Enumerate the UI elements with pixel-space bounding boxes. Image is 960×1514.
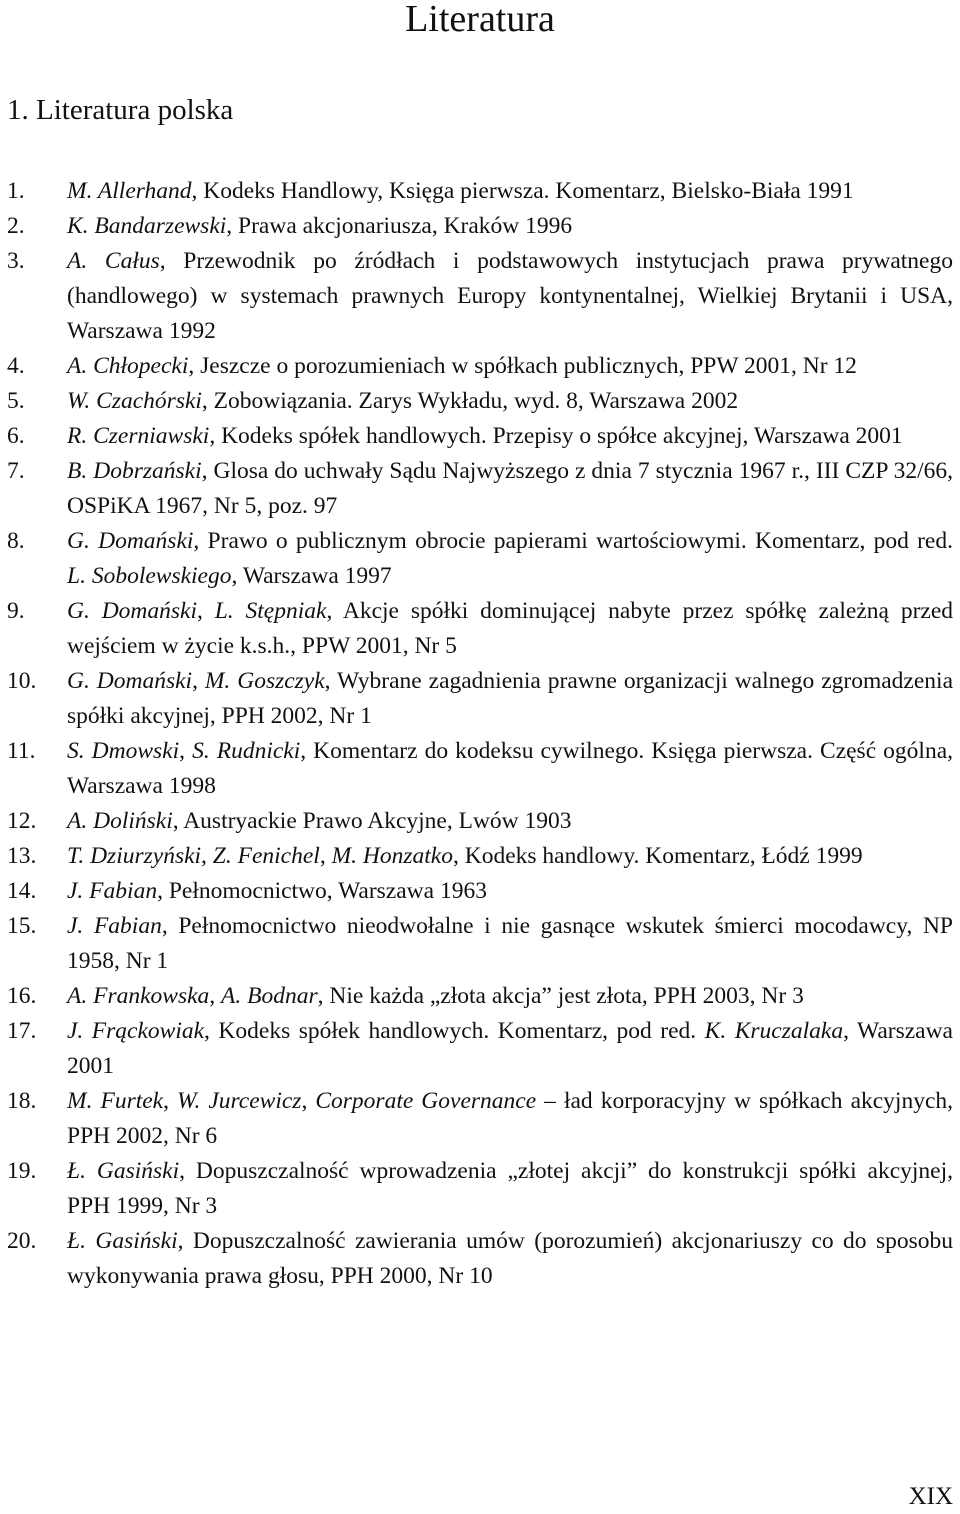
entry-author-or-title: A. Bodnar bbox=[221, 983, 318, 1009]
entry-number: 4. bbox=[7, 353, 25, 379]
entry-number: 13. bbox=[7, 843, 37, 869]
entry-number: 11. bbox=[7, 738, 36, 764]
entry-number: 5. bbox=[7, 388, 25, 414]
entry-text-part: , Zobowiązania. Zarys Wykładu, wyd. 8, Warszawa 2002 bbox=[201, 388, 739, 414]
entry-number: 19. bbox=[7, 1158, 37, 1184]
bibliography-entry bbox=[7, 1154, 953, 1224]
entry-number: 12. bbox=[7, 808, 37, 834]
entry-author-or-title: J. Frąckowiak bbox=[67, 1018, 205, 1044]
entry-text-part: , Warszawa 1997 bbox=[231, 563, 392, 589]
entry-text bbox=[67, 244, 953, 349]
bibliography-entry bbox=[7, 454, 953, 524]
entry-text-part: , Dopuszczalność wprowadzenia „złotej akcji” do konstrukcji spółki akcyjnej, PPH 1999, Nr 3 bbox=[67, 1158, 953, 1219]
entry-number: 15. bbox=[7, 913, 37, 939]
entry-text-part: , Nie każda „złota akcja” jest złota, PPH 2003, Nr 3 bbox=[317, 983, 804, 1009]
entry-text bbox=[67, 384, 953, 419]
bibliography-entry bbox=[7, 664, 953, 734]
bibliography-entry bbox=[7, 174, 953, 209]
entry-text-part: – ład korporacyjny w spółkach akcyjnych, PPH 2002, Nr 6 bbox=[67, 1088, 954, 1149]
entry-text-part: , Jeszcze o porozumieniach w spółkach publicznych, PPW 2001, Nr 12 bbox=[188, 353, 857, 379]
entry-text bbox=[67, 1084, 953, 1154]
entry-text-part: , Austryackie Prawo Akcyjne, Lwów 1903 bbox=[172, 808, 572, 834]
bibliography-entry bbox=[7, 594, 953, 664]
entry-text-part: , Kodeks spółek handlowych. Komentarz, pod red. bbox=[204, 1018, 705, 1044]
bibliography-entry bbox=[7, 909, 953, 979]
entry-author-or-title: L. Sobolewskiego bbox=[67, 563, 232, 589]
entry-author-or-title: S. Dmowski bbox=[67, 738, 180, 764]
entry-author-or-title: G. Domański bbox=[67, 668, 193, 694]
entry-author-or-title: A. Doliński bbox=[67, 808, 173, 834]
entry-author-or-title: G. Domański bbox=[67, 528, 194, 554]
entry-text-part: , bbox=[163, 1088, 178, 1114]
entry-author-or-title: K. Kruczalaka bbox=[704, 1018, 844, 1044]
entry-author-or-title: G. Domański bbox=[67, 598, 197, 624]
entry-author-or-title: M. Allerhand bbox=[67, 178, 192, 204]
bibliography-entry bbox=[7, 1014, 953, 1084]
entry-text-part: , Glosa do uchwały Sądu Najwyższego z dnia 7 stycznia 1967 r., III CZP 32/66, OSPiKA 1967, Nr 5, poz. 97 bbox=[67, 458, 954, 519]
entry-number: 17. bbox=[7, 1018, 37, 1044]
entry-author-or-title: A. Frankowska bbox=[67, 983, 210, 1009]
bibliography-entry bbox=[7, 1224, 953, 1294]
entry-number: 9. bbox=[7, 598, 25, 624]
bibliography-entry bbox=[7, 839, 953, 874]
page-title: Literatura bbox=[405, 0, 555, 40]
entry-author-or-title: W. Jurcewicz bbox=[177, 1088, 302, 1114]
entry-text-part: , Kodeks spółek handlowych. Przepisy o spółce akcyjnej, Warszawa 2001 bbox=[209, 423, 903, 449]
entry-number: 6. bbox=[7, 423, 25, 449]
bibliography-entry bbox=[7, 349, 953, 384]
entry-text bbox=[67, 524, 953, 594]
bibliography-entry bbox=[7, 384, 953, 419]
bibliography-entry bbox=[7, 419, 953, 454]
entry-text bbox=[67, 664, 953, 734]
entry-text-part: , Warszawa 2001 bbox=[67, 1018, 953, 1079]
entry-author-or-title: B. Dobrzański bbox=[67, 458, 202, 484]
entry-author-or-title: Z. Fenichel bbox=[212, 843, 320, 869]
entry-text bbox=[67, 979, 953, 1014]
entry-text bbox=[67, 349, 953, 384]
entry-text bbox=[67, 1154, 953, 1224]
entry-number: 16. bbox=[7, 983, 37, 1009]
entry-author-or-title: J. Fabian bbox=[67, 913, 162, 939]
entry-text-part: , Pełnomocnictwo, Warszawa 1963 bbox=[157, 878, 487, 904]
entry-number: 7. bbox=[7, 458, 25, 484]
entry-text-part: , Przewodnik po źródłach i podstawowych instytucjach prawa prywatnego (handlowego) w systemach prawnych Europy kontynentalnej, Wielkiej Brytanii i USA, Warszawa 1992 bbox=[67, 248, 953, 344]
entry-author-or-title: A. Chłopecki bbox=[67, 353, 189, 379]
section-heading: 1. Literatura polska bbox=[7, 94, 234, 126]
entry-text-part: , bbox=[179, 738, 193, 764]
entry-text-part: , bbox=[201, 843, 213, 869]
entry-author-or-title: L. Stępniak bbox=[214, 598, 327, 624]
entry-text bbox=[67, 174, 953, 209]
entry-text-part: , Prawa akcjonariusza, Kraków 1996 bbox=[226, 213, 573, 239]
entry-author-or-title: S. Rudnicki bbox=[192, 738, 301, 764]
entry-text bbox=[67, 594, 953, 664]
entry-author-or-title: Corporate Governance bbox=[315, 1088, 537, 1114]
bibliography-entry bbox=[7, 244, 953, 349]
entry-text-part: , bbox=[319, 843, 332, 869]
entry-text-part: , Dopuszczalność zawierania umów (porozumień) akcjonariuszy co do sposobu wykonywania prawa głosu, PPH 2000, Nr 10 bbox=[67, 1228, 953, 1289]
entry-text-part: , Kodeks Handlowy, Księga pierwsza. Komentarz, Bielsko-Biała 1991 bbox=[191, 178, 854, 204]
entry-author-or-title: K. Bandarzewski bbox=[67, 213, 227, 239]
entry-text-part: , Kodeks handlowy. Komentarz, Łódź 1999 bbox=[452, 843, 863, 869]
entry-author-or-title: M. Goszczyk bbox=[204, 668, 325, 694]
entry-number: 10. bbox=[7, 668, 37, 694]
entry-text bbox=[67, 209, 953, 244]
bibliography-entry bbox=[7, 1084, 953, 1154]
entry-text bbox=[67, 734, 953, 804]
entry-text bbox=[67, 419, 953, 454]
bibliography-entry bbox=[7, 524, 953, 594]
entry-author-or-title: Ł. Gasiński bbox=[67, 1228, 178, 1254]
bibliography-entry bbox=[7, 804, 953, 839]
bibliography-entry bbox=[7, 734, 953, 804]
entry-author-or-title: R. Czerniawski bbox=[67, 423, 210, 449]
entry-number: 8. bbox=[7, 528, 25, 554]
entry-author-or-title: T. Dziurzyński bbox=[67, 843, 202, 869]
entry-number: 1. bbox=[7, 178, 25, 204]
entry-text bbox=[67, 839, 953, 874]
bibliography-entry bbox=[7, 979, 953, 1014]
entry-text bbox=[67, 1014, 953, 1084]
entry-text-part: , bbox=[209, 983, 222, 1009]
entry-text bbox=[67, 804, 953, 839]
bibliography-entry bbox=[7, 874, 953, 909]
entry-text-part: , bbox=[197, 598, 215, 624]
bibliography-entry bbox=[7, 209, 953, 244]
entry-number: 3. bbox=[7, 248, 25, 274]
entry-author-or-title: W. Czachórski bbox=[67, 388, 202, 414]
bibliography-list bbox=[7, 174, 953, 1294]
page-number: XIX bbox=[908, 1483, 953, 1510]
entry-text bbox=[67, 454, 953, 524]
entry-author-or-title: Ł. Gasiński bbox=[67, 1158, 180, 1184]
entry-text bbox=[67, 874, 953, 909]
entry-author-or-title: A. Całus bbox=[67, 248, 160, 274]
entry-number: 20. bbox=[7, 1228, 37, 1254]
entry-text-part: , Wybrane zagadnienia prawne organizacji walnego zgromadzenia spółki akcyjnej, PPH 2002, Nr 1 bbox=[67, 668, 954, 729]
entry-text-part: , bbox=[192, 668, 205, 694]
entry-number: 18. bbox=[7, 1088, 37, 1114]
entry-text bbox=[67, 1224, 953, 1294]
entry-number: 14. bbox=[7, 878, 37, 904]
entry-text-part: , Pełnomocnictwo nieodwołalne i nie gasnące wskutek śmierci mocodawcy, NP 1958, Nr 1 bbox=[67, 913, 953, 974]
entry-text bbox=[67, 909, 953, 979]
entry-number: 2. bbox=[7, 213, 25, 239]
entry-author-or-title: M. Furtek bbox=[67, 1088, 164, 1114]
entry-text-part: , bbox=[301, 1088, 316, 1114]
entry-author-or-title: M. Honzatko bbox=[331, 843, 453, 869]
entry-text-part: , Prawo o publicznym obrocie papierami wartościowymi. Komentarz, pod red. bbox=[193, 528, 953, 554]
entry-author-or-title: J. Fabian bbox=[67, 878, 158, 904]
entry-text-part: , Akcje spółki dominującej nabyte przez spółkę zależną przed wejściem w życie k.s.h., PPW 2001, Nr 5 bbox=[67, 598, 954, 659]
entry-text-part: , Komentarz do kodeksu cywilnego. Księga pierwsza. Część ogólna, Warszawa 1998 bbox=[67, 738, 953, 799]
